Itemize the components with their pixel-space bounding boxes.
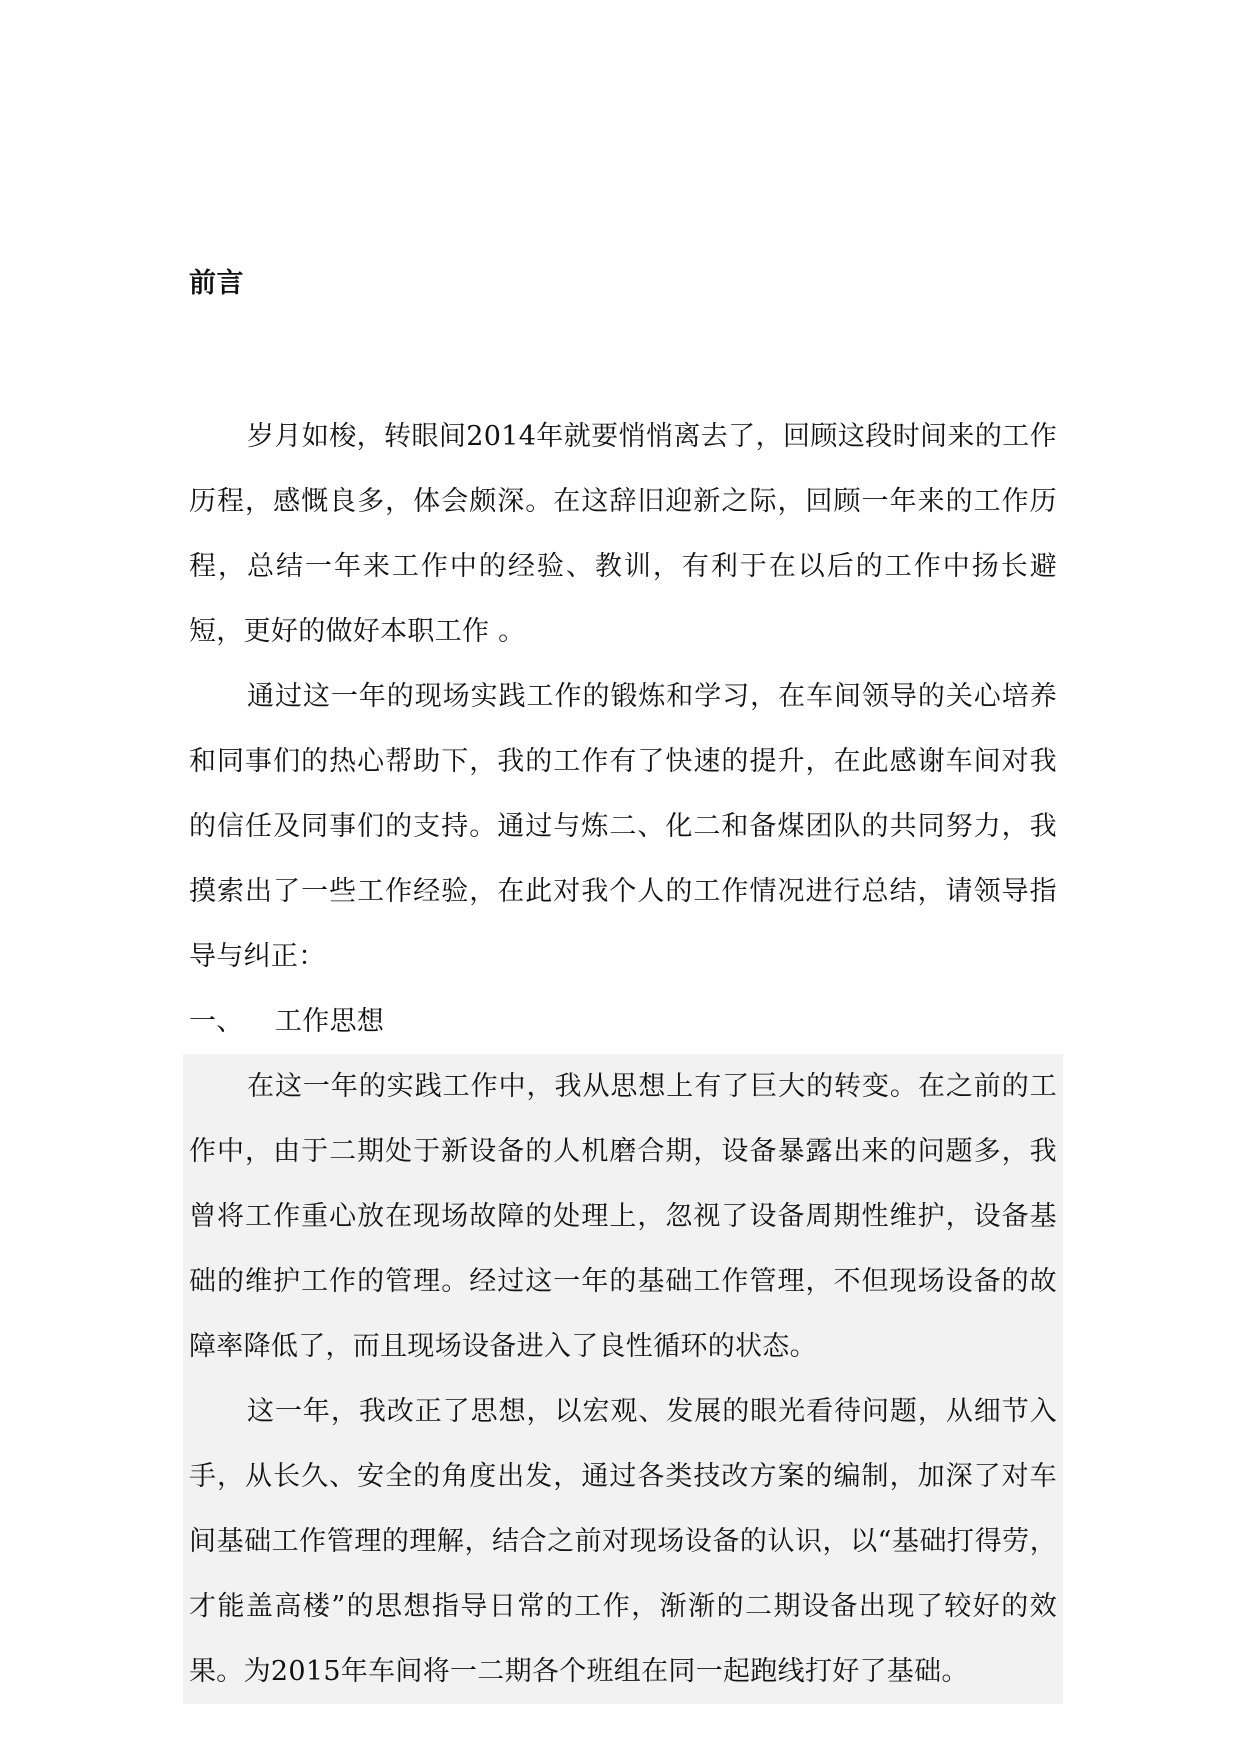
page-title: 前言 xyxy=(189,268,244,299)
intro-paragraph-2: 通过这一年的现场实践工作的锻炼和学习，在车间领导的关心培养和同事们的热心帮助下，我的工作有了快速的提升，在此感谢车间对我的信任及同事们的支持。通过与炼二、化二和备煤团队的共同努力，我摸索出了一些工作经验，在此对我个人的工作情况进行总结，请领导指导与纠正： xyxy=(189,681,1057,972)
intro-paragraph-1: 岁月如梭，转眼间2014年就要悄悄离去了，回顾这段时间来的工作历程，感慨良多，体会颇深。在这辞旧迎新之际，回顾一年来的工作历程，总结一年来工作中的经验、教训，有利于在以后的工作中扬长避短，更好的做好本职工作 。 xyxy=(189,421,1057,647)
section-number: 一、 xyxy=(189,1006,244,1037)
section-paragraph-2: 这一年，我改正了思想，以宏观、发展的眼光看待问题，从细节入手，从长久、安全的角度出发，通过各类技改方案的编制，加深了对车间基础工作管理的理解，结合之前对现场设备的认识，以“基础打得劳，才能盖高楼”的思想指导日常的工作，渐渐的二期设备出现了较好的效果。为2015年车间将一二期各个班组在同一起跑线打好了基础。 xyxy=(189,1396,1057,1687)
section-paragraph-1: 在这一年的实践工作中，我从思想上有了巨大的转变。在之前的工作中，由于二期处于新设备的人机磨合期，设备暴露出来的问题多，我曾将工作重心放在现场故障的处理上，忽视了设备周期性维护，设备基础的维护工作的管理。经过这一年的基础工作管理，不但现场设备的故障率降低了，而且现场设备进入了良性循环的状态。 xyxy=(189,1071,1057,1362)
section-title: 工作思想 xyxy=(275,1006,385,1037)
document-body xyxy=(189,262,1057,1704)
heading-spacer xyxy=(189,306,1057,404)
section-body xyxy=(183,1054,1063,1704)
section-heading xyxy=(189,989,1057,1054)
